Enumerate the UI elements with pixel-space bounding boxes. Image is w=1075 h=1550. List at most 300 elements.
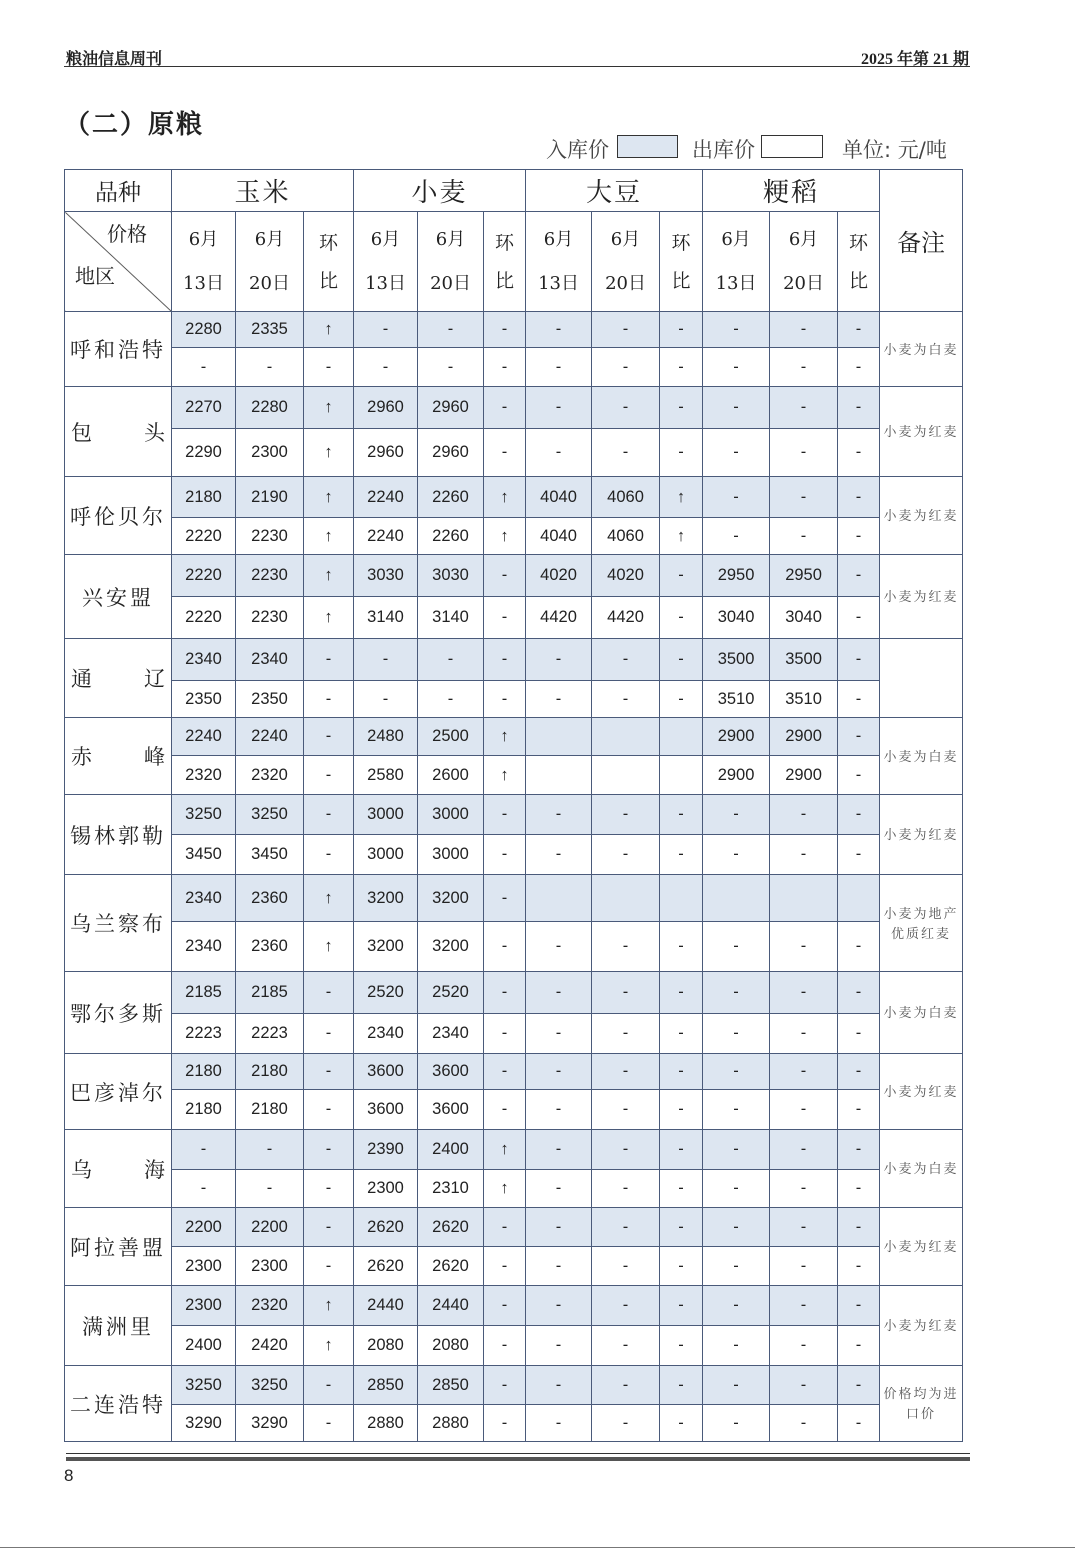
price-cell: 3500 <box>770 639 838 681</box>
price-change-cell: - <box>838 718 880 756</box>
rice-date-d1-header <box>703 212 770 312</box>
soybean-change-header <box>660 212 703 312</box>
price-cell: - <box>526 1090 592 1130</box>
price-cell: 3600 <box>418 1090 484 1130</box>
region-name <box>65 972 172 1054</box>
price-cell: 2300 <box>172 1286 236 1326</box>
note-cell <box>880 718 963 795</box>
price-cell: 3000 <box>354 795 418 835</box>
table-row-inbound <box>65 639 963 681</box>
price-change-cell: - <box>484 1014 526 1054</box>
price-cell: 2180 <box>236 1054 304 1090</box>
price-change-cell: - <box>838 348 880 387</box>
region-name-text: 兴安盟 <box>82 585 154 610</box>
note-cell <box>880 387 963 477</box>
price-cell: - <box>770 1286 838 1326</box>
price-cell: 2080 <box>418 1326 484 1366</box>
price-cell: 3600 <box>354 1054 418 1090</box>
price-change-cell <box>660 875 703 922</box>
region-name <box>65 1208 172 1286</box>
price-cell: 2340 <box>172 875 236 922</box>
price-cell: 2240 <box>354 518 418 555</box>
price-cell: 2360 <box>236 922 304 972</box>
wheat-change-header <box>484 212 526 312</box>
price-change-cell: - <box>838 795 880 835</box>
price-change-cell: - <box>838 1405 880 1442</box>
table-row-outbound <box>65 1405 963 1442</box>
price-cell: - <box>418 348 484 387</box>
price-cell: - <box>592 835 660 875</box>
price-change-cell: ↑ <box>484 1170 526 1208</box>
price-change-cell: ↑ <box>304 387 354 429</box>
price-cell: - <box>703 1054 770 1090</box>
crop-header-wheat: 小麦 <box>354 170 526 212</box>
region-corner-label: 地区 <box>75 264 115 288</box>
note-cell <box>880 555 963 639</box>
price-cell: 2185 <box>172 972 236 1014</box>
price-cell: 4020 <box>592 555 660 597</box>
price-cell: 2300 <box>236 429 304 477</box>
price-cell: - <box>172 348 236 387</box>
price-cell: - <box>770 1208 838 1247</box>
price-cell: 2400 <box>172 1326 236 1366</box>
price-cell: 2480 <box>354 718 418 756</box>
region-name <box>65 387 172 477</box>
region-name-text: 通辽 <box>71 667 165 691</box>
price-cell: 2300 <box>172 1247 236 1286</box>
price-change-cell <box>838 875 880 922</box>
price-cell: - <box>236 1130 304 1170</box>
price-change-cell: ↑ <box>304 429 354 477</box>
price-cell: 3000 <box>418 795 484 835</box>
price-cell: - <box>592 1090 660 1130</box>
region-name-text: 呼伦贝尔 <box>70 504 166 529</box>
date-month-label: 6月 <box>788 228 819 250</box>
price-cell: - <box>770 835 838 875</box>
price-cell: - <box>703 477 770 518</box>
price-cell <box>592 756 660 795</box>
date-day-label: 13日 <box>715 272 757 294</box>
price-change-cell: - <box>304 1170 354 1208</box>
price-change-cell: - <box>484 1208 526 1247</box>
price-change-cell: - <box>304 348 354 387</box>
price-change-cell: - <box>304 718 354 756</box>
wheat-date-d1-header <box>354 212 418 312</box>
change-label-bottom: 比 <box>671 269 691 292</box>
price-cell: - <box>526 795 592 835</box>
price-cell <box>703 875 770 922</box>
price-change-cell: - <box>838 1247 880 1286</box>
date-day-label: 20日 <box>605 272 646 294</box>
price-cell: 3510 <box>703 681 770 718</box>
rice-change-header <box>838 212 880 312</box>
price-change-cell: - <box>660 1090 703 1130</box>
price-cell: - <box>354 312 418 348</box>
region-name <box>65 555 172 639</box>
price-cell: - <box>592 387 660 429</box>
date-day-label: 13日 <box>365 272 406 294</box>
price-change-cell: - <box>660 597 703 639</box>
price-cell: - <box>770 1090 838 1130</box>
page-number: 8 <box>64 1466 74 1485</box>
price-change-cell: - <box>660 348 703 387</box>
note-text: 小麦为红麦 <box>883 509 959 524</box>
price-cell: - <box>703 1366 770 1405</box>
price-change-cell: - <box>484 875 526 922</box>
price-cell: - <box>526 1014 592 1054</box>
price-change-cell: ↑ <box>660 477 703 518</box>
price-cell: 2620 <box>418 1208 484 1247</box>
price-cell: 3140 <box>354 597 418 639</box>
price-cell: 2300 <box>354 1170 418 1208</box>
price-cell: 3030 <box>418 555 484 597</box>
rice-date-d2-header <box>770 212 838 312</box>
price-change-cell: - <box>484 1366 526 1405</box>
price-cell: - <box>418 681 484 718</box>
price-cell: 2290 <box>172 429 236 477</box>
note-cell <box>880 795 963 875</box>
price-change-cell: ↑ <box>304 597 354 639</box>
price-change-cell: - <box>304 795 354 835</box>
price-cell: 2350 <box>172 681 236 718</box>
price-change-cell: - <box>660 681 703 718</box>
price-cell: 2600 <box>418 756 484 795</box>
price-cell: 2320 <box>236 1286 304 1326</box>
price-change-cell: - <box>660 387 703 429</box>
price-cell: 3450 <box>236 835 304 875</box>
price-cell: 3600 <box>418 1054 484 1090</box>
price-cell: - <box>703 972 770 1014</box>
change-label-top: 环 <box>495 231 515 254</box>
note-text: 小麦为红麦 <box>883 1240 959 1255</box>
price-cell: - <box>703 795 770 835</box>
price-cell: 2520 <box>418 972 484 1014</box>
price-cell: 2230 <box>236 597 304 639</box>
price-cell: - <box>770 312 838 348</box>
price-cell: 2400 <box>418 1130 484 1170</box>
price-cell: - <box>526 1366 592 1405</box>
price-change-cell: ↑ <box>304 477 354 518</box>
price-change-cell: - <box>484 555 526 597</box>
table-row-outbound <box>65 1014 963 1054</box>
price-cell: - <box>770 922 838 972</box>
price-cell: - <box>770 972 838 1014</box>
price-cell <box>592 718 660 756</box>
note-text: 价格均为进口价 <box>883 1387 959 1422</box>
price-change-cell: - <box>660 639 703 681</box>
price-cell: - <box>770 1326 838 1366</box>
price-change-cell: - <box>838 681 880 718</box>
price-cell: 2320 <box>172 756 236 795</box>
region-name <box>65 1286 172 1366</box>
region-name <box>65 1366 172 1442</box>
region-name-text: 赤峰 <box>71 745 165 769</box>
page-edge-line <box>0 1547 1075 1548</box>
price-change-cell: ↑ <box>484 756 526 795</box>
table-row-outbound <box>65 1247 963 1286</box>
price-cell: 2880 <box>354 1405 418 1442</box>
price-change-cell: - <box>660 1054 703 1090</box>
price-cell: 2180 <box>172 1054 236 1090</box>
price-cell: - <box>703 1130 770 1170</box>
price-cell: - <box>172 1130 236 1170</box>
price-cell: - <box>703 429 770 477</box>
price-change-cell: - <box>660 555 703 597</box>
note-text: 小麦为红麦 <box>883 828 959 843</box>
price-cell: - <box>770 1054 838 1090</box>
change-label-top: 环 <box>671 231 691 254</box>
price-cell: - <box>526 1170 592 1208</box>
price-cell: - <box>592 795 660 835</box>
price-cell: - <box>592 429 660 477</box>
region-name <box>65 718 172 795</box>
price-cell: - <box>770 1170 838 1208</box>
price-cell: 2300 <box>236 1247 304 1286</box>
price-cell: - <box>354 639 418 681</box>
price-cell: - <box>592 1326 660 1366</box>
price-change-cell: - <box>660 1326 703 1366</box>
change-label-top: 环 <box>849 231 869 254</box>
price-change-cell: - <box>838 835 880 875</box>
price-cell: 2080 <box>354 1326 418 1366</box>
region-name-text: 包头 <box>71 420 165 445</box>
legend-inbound-label: 入库价 <box>546 138 609 162</box>
change-label-bottom: 比 <box>495 269 515 292</box>
note-text: 小麦为白麦 <box>883 749 959 765</box>
table-row-inbound <box>65 1130 963 1170</box>
price-change-cell: ↑ <box>304 922 354 972</box>
price-change-cell: - <box>660 835 703 875</box>
price-cell: 2620 <box>354 1247 418 1286</box>
price-change-cell: - <box>838 518 880 555</box>
price-cell: 2420 <box>236 1326 304 1366</box>
price-change-cell: - <box>304 1208 354 1247</box>
price-cell: 2900 <box>770 756 838 795</box>
price-cell: - <box>526 1054 592 1090</box>
price-change-cell: - <box>660 1170 703 1208</box>
price-change-cell: - <box>838 1014 880 1054</box>
price-cell: - <box>526 835 592 875</box>
price-cell: 2270 <box>172 387 236 429</box>
price-change-cell: - <box>838 1286 880 1326</box>
price-cell: 2223 <box>236 1014 304 1054</box>
price-cell: 3040 <box>703 597 770 639</box>
table-row-outbound <box>65 1326 963 1366</box>
price-cell: - <box>703 1286 770 1326</box>
price-cell: 2340 <box>354 1014 418 1054</box>
price-cell: 2260 <box>418 518 484 555</box>
price-change-cell: - <box>304 1014 354 1054</box>
legend-outbound-label: 出库价 <box>692 138 755 162</box>
price-change-cell: - <box>660 1208 703 1247</box>
price-change-cell: - <box>660 1014 703 1054</box>
price-cell: 2620 <box>418 1247 484 1286</box>
price-cell: 2280 <box>236 387 304 429</box>
price-cell: - <box>526 1286 592 1326</box>
price-cell: 2340 <box>418 1014 484 1054</box>
price-change-cell: - <box>484 1326 526 1366</box>
price-cell: 2960 <box>354 387 418 429</box>
price-cell <box>526 875 592 922</box>
soybean-date-d2-header <box>592 212 660 312</box>
price-cell: 2310 <box>418 1170 484 1208</box>
price-change-cell: - <box>484 348 526 387</box>
table-row-inbound <box>65 477 963 518</box>
price-change-cell: - <box>484 972 526 1014</box>
price-cell: 4060 <box>592 518 660 555</box>
table-row-inbound <box>65 972 963 1014</box>
price-change-cell: - <box>660 972 703 1014</box>
price-cell: 2950 <box>770 555 838 597</box>
price-change-cell: - <box>484 681 526 718</box>
price-cell: 3250 <box>172 795 236 835</box>
price-change-cell: ↑ <box>304 518 354 555</box>
region-name <box>65 1054 172 1130</box>
price-cell: - <box>526 429 592 477</box>
price-change-cell: ↑ <box>660 518 703 555</box>
table-row-outbound <box>65 429 963 477</box>
price-cell: - <box>770 1366 838 1405</box>
price-cell: - <box>770 1130 838 1170</box>
price-change-cell: - <box>304 1054 354 1090</box>
price-cell: 2900 <box>703 756 770 795</box>
price-cell: 2960 <box>418 429 484 477</box>
price-change-cell: - <box>660 1366 703 1405</box>
table-row-outbound <box>65 518 963 555</box>
price-cell: 2960 <box>418 387 484 429</box>
price-change-cell: ↑ <box>304 1326 354 1366</box>
table-row-inbound <box>65 1054 963 1090</box>
diagonal-corner-cell <box>65 212 172 312</box>
legend-outbound-swatch <box>761 135 823 158</box>
note-text: 小麦为地产优质红麦 <box>883 906 959 942</box>
price-legend <box>546 132 966 166</box>
price-cell: - <box>592 1054 660 1090</box>
price-change-cell: - <box>304 835 354 875</box>
price-cell: - <box>592 312 660 348</box>
price-cell: - <box>703 1170 770 1208</box>
footer-rule-thin <box>66 1453 970 1454</box>
price-change-cell: - <box>838 922 880 972</box>
table-row-outbound <box>65 597 963 639</box>
region-name-text: 阿拉善盟 <box>70 1235 166 1260</box>
region-name-text: 满洲里 <box>82 1314 154 1339</box>
date-day-label: 13日 <box>183 272 224 294</box>
price-cell <box>592 875 660 922</box>
price-cell: 2580 <box>354 756 418 795</box>
price-cell: - <box>770 477 838 518</box>
price-change-cell: - <box>838 387 880 429</box>
footer-rule-thick <box>66 1457 970 1461</box>
price-cell: - <box>592 1014 660 1054</box>
region-name-text: 巴彦淖尔 <box>70 1080 166 1105</box>
price-change-cell: - <box>838 1130 880 1170</box>
price-cell: 2220 <box>172 518 236 555</box>
region-name <box>65 312 172 387</box>
price-change-cell: ↑ <box>304 875 354 922</box>
date-month-label: 6月 <box>543 228 574 250</box>
price-cell: 2190 <box>236 477 304 518</box>
price-change-cell: - <box>484 1247 526 1286</box>
price-cell: 3000 <box>418 835 484 875</box>
unit-label: 单位: 元/吨 <box>842 138 947 162</box>
price-cell: - <box>703 922 770 972</box>
price-cell: 2440 <box>418 1286 484 1326</box>
note-cell <box>880 477 963 555</box>
price-change-cell: - <box>304 1090 354 1130</box>
change-label-bottom: 比 <box>319 269 339 292</box>
price-cell: 3200 <box>354 922 418 972</box>
price-cell: 2320 <box>236 756 304 795</box>
section-title: （二）原粮 <box>64 110 205 140</box>
price-cell: 3140 <box>418 597 484 639</box>
price-cell: 2950 <box>703 555 770 597</box>
price-cell: 2340 <box>172 639 236 681</box>
price-cell: - <box>770 348 838 387</box>
price-change-cell: - <box>484 795 526 835</box>
price-change-cell: - <box>484 1286 526 1326</box>
price-change-cell: - <box>484 639 526 681</box>
price-cell <box>526 756 592 795</box>
price-change-cell: - <box>838 639 880 681</box>
price-cell: - <box>592 1130 660 1170</box>
header-rule <box>64 66 970 67</box>
price-cell: 2390 <box>354 1130 418 1170</box>
price-cell: - <box>592 639 660 681</box>
price-change-cell: - <box>484 835 526 875</box>
region-name-text: 乌海 <box>71 1157 165 1182</box>
legend-inbound-swatch <box>617 135 678 158</box>
note-cell <box>880 875 963 972</box>
price-cell: 2850 <box>354 1366 418 1405</box>
price-cell: - <box>770 387 838 429</box>
region-name-text: 二连浩特 <box>70 1392 166 1417</box>
table-row-inbound <box>65 795 963 835</box>
price-cell: 2220 <box>172 555 236 597</box>
price-change-cell: ↑ <box>484 518 526 555</box>
price-cell: - <box>592 1286 660 1326</box>
price-change-cell: - <box>304 1130 354 1170</box>
note-cell <box>880 1286 963 1366</box>
price-cell: 4060 <box>592 477 660 518</box>
price-cell: 2340 <box>172 922 236 972</box>
price-change-cell: - <box>838 1170 880 1208</box>
grain-price-table <box>64 169 963 1442</box>
region-name <box>65 1130 172 1208</box>
note-cell <box>880 639 963 718</box>
price-cell: 2900 <box>703 718 770 756</box>
price-cell: 3200 <box>354 875 418 922</box>
price-change-cell: ↑ <box>484 1130 526 1170</box>
price-cell: 3500 <box>703 639 770 681</box>
date-month-label: 6月 <box>721 228 751 250</box>
price-cell: - <box>770 1405 838 1442</box>
price-cell: - <box>703 1326 770 1366</box>
price-change-cell: - <box>838 555 880 597</box>
price-cell: - <box>703 312 770 348</box>
price-cell: - <box>526 312 592 348</box>
price-cell: - <box>418 312 484 348</box>
price-cell: 4420 <box>592 597 660 639</box>
price-cell: - <box>703 387 770 429</box>
price-cell: - <box>592 1170 660 1208</box>
price-change-cell: - <box>484 922 526 972</box>
price-cell: 2850 <box>418 1366 484 1405</box>
date-month-label: 6月 <box>188 228 219 250</box>
price-cell: 3290 <box>236 1405 304 1442</box>
price-change-cell: - <box>838 1326 880 1366</box>
price-cell: 4420 <box>526 597 592 639</box>
